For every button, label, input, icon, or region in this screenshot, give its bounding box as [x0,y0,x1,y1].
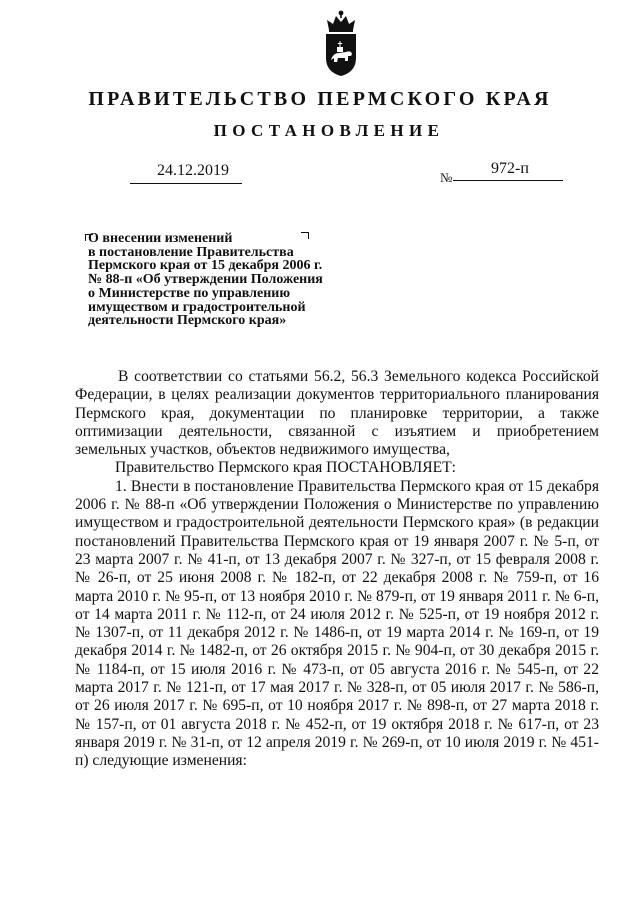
subject-line: деятельности Пермского края» [88,313,287,329]
coat-of-arms-icon [321,8,361,78]
item-1-paragraph: 1. Внести в постановление Правительства Пермского края от 15 декабря 2006 г. № 88-п «Об утверждении Положения о Министерстве по управлению имуществом и градостроительной деятельности Пермского края» (в редакции постановлений Правительства Пермского края от 19 января 2007 г. № 5-п, от 23 марта 2007 г. № 41-п, от 13 декабря 2007 г. № 327-п, от 15 февраля 2008 г. № 26-п, от 25 июня 2008 г. № 182-п, от 22 декабря 2008 г. № 759-п, от 16 марта 2010 г. № 95-п, от 13 ноября 2010 г. № 879-п, от 19 января 2011 г. № 6-п, от 14 марта 2011 г. № 112-п, от 24 июля 2012 г. № 525-п, от 19 ноября 2012 г. № 1307-п, от 11 декабря 2012 г. № 1486-п, от 19 марта 2014 г. № 169-п, от 19 декабря 2014 г. № 1482-п, от 26 октября 2015 г. № 904-п, от 30 декабря 2015 г. № 1184-п, от 15 июля 2016 г. № 473-п, от 05 августа 2016 г. № 545-п, от 22 марта 2017 г. № 121-п, от 17 мая 2017 г. № 328-п, от 05 июля 2017 г. № 586-п, от 26 июля 2017 г. № 695-п, от 10 ноября 2017 г. № 898-п, от 27 марта 2018 г. № 157-п, от 01 августа 2018 г. № 452-п, от 19 октября 2018 г. № 617-п, от 23 января 2019 г. № 31-п, от 12 апреля 2019 г. № 269-п, от 10 июля 2019 г. № 451-п) следующие изменения: [75,477,599,770]
document-subject [88,232,348,328]
number-sign: № [440,170,453,185]
subject-line: в постановление Правительства [88,244,294,260]
subject-line: О внесении изменений [88,231,233,246]
resolution-paragraph: Правительство Пермского края ПОСТАНОВЛЯЕТ: [115,459,456,477]
document-body [75,368,599,771]
subject-line: о Министерстве по управлению [88,285,291,301]
subject-line: Пермского края от 15 декабря 2006 г. [88,258,323,274]
date-underline [130,183,242,184]
document-date: 24.12.2019 [157,162,229,179]
subject-line: № 88-п «Об утверждении Положения [88,272,323,288]
preamble-paragraph: В соответствии со статьями 56.2, 56.3 Земельного кодекса Российской Федерации, в целях реализации документов территориального планирования Пермского края, документации по планировке территории, а также оптимизации деятельности, связанной с изъятием и приобретением земельных участков, объектов недвижимого имущества, [75,368,599,459]
government-title: ПРАВИТЕЛЬСТВО ПЕРМСКОГО КРАЯ [88,88,552,110]
number-underline [453,180,563,181]
document-type: ПОСТАНОВЛЕНИЕ [213,121,445,140]
subject-line: имуществом и градостроительной [88,299,306,315]
document-number: 972-п [491,160,529,177]
